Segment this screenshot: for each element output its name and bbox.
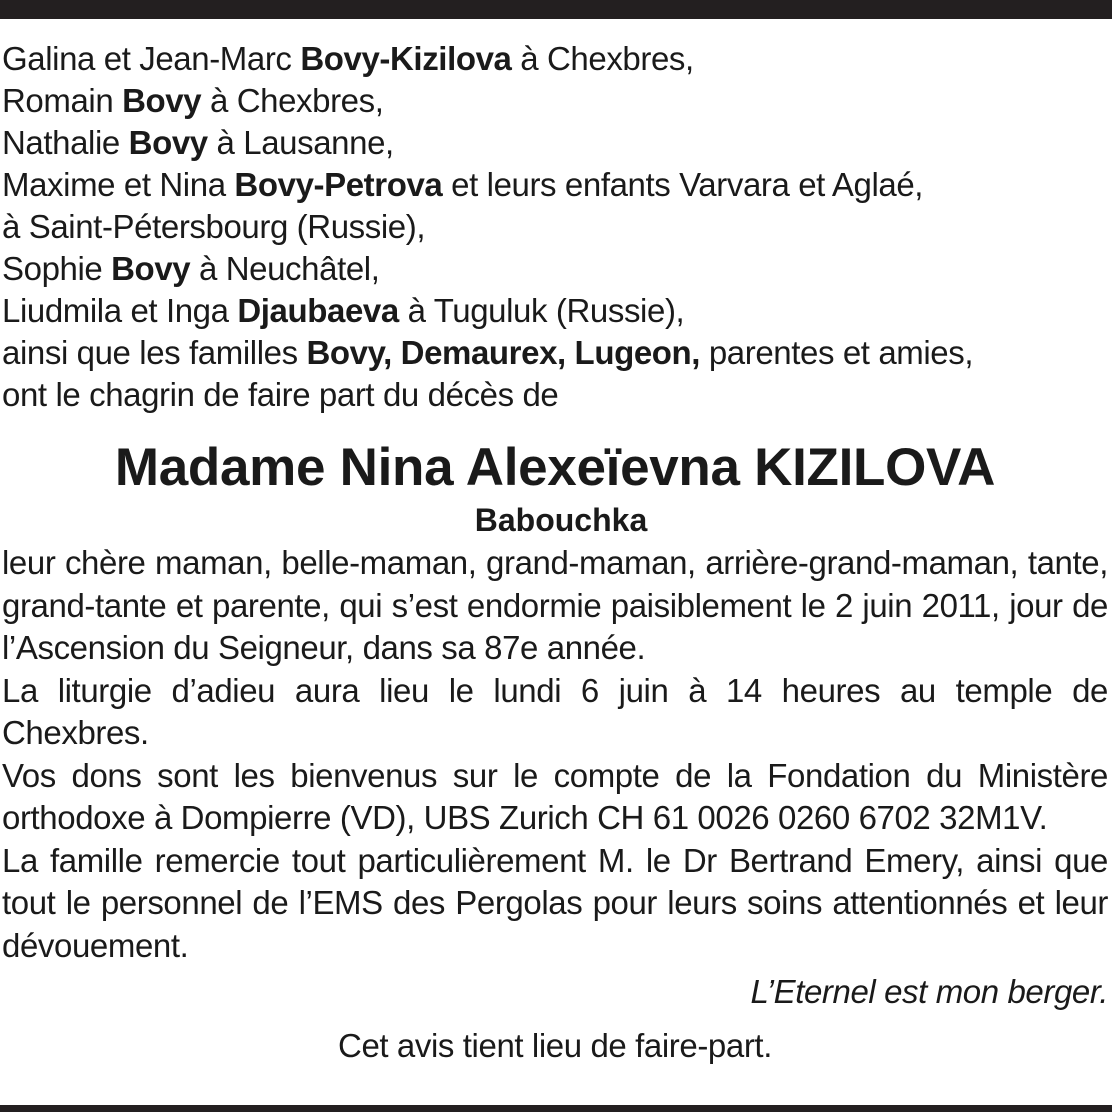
family-surname: Bovy: [111, 250, 191, 287]
family-list: [2, 38, 1108, 416]
family-surname: Bovy: [122, 82, 202, 119]
family-line: Galina et Jean-Marc Bovy-Kizilova à Chexbres,: [2, 40, 694, 77]
body-paragraph: La famille remercie tout particulièrement M. le Dr Bertrand Emery, ainsi que tout le personnel de l’EMS des Pergolas pour leurs soins attentionnés et leur dévouement.: [2, 841, 1108, 964]
family-line: Sophie Bovy à Neuchâtel,: [2, 250, 380, 287]
closing-note: Cet avis tient lieu de faire-part.: [338, 1027, 772, 1064]
family-surname: Bovy-Petrova: [234, 166, 443, 203]
family-surname: Bovy, Demaurex, Lugeon,: [306, 334, 701, 371]
family-surname: Bovy-Kizilova: [300, 40, 512, 77]
body-paragraph: Vos dons sont les bienvenus sur le compte de la Fondation du Ministère orthodoxe à Dompierre (VD), UBS Zurich CH 61 0026 0260 6702 32M1V.: [2, 756, 1108, 836]
top-border-rule: [0, 0, 1112, 19]
family-line: ont le chagrin de faire part du décès de: [2, 376, 559, 413]
family-surname: Bovy: [128, 124, 208, 161]
family-line: ainsi que les familles Bovy, Demaurex, Lugeon, parentes et amies,: [2, 334, 974, 371]
family-line: Liudmila et Inga Djaubaeva à Tuguluk (Russie),: [2, 292, 685, 329]
body-paragraph: leur chère maman, belle-maman, grand-maman, arrière-grand-maman, tante, grand-tante et parente, qui s’est endormie paisiblement le 2 juin 2011, jour de l’Ascension du Seigneur, dans sa 87e année.: [2, 544, 1108, 666]
body-paragraph: La liturgie d’adieu aura lieu le lundi 6 juin à 14 heures au temple de Chexbres.: [2, 671, 1108, 751]
deceased-nickname: Babouchka: [474, 502, 648, 538]
obituary-notice: [2, 38, 1108, 1068]
bottom-border-rule: [0, 1105, 1112, 1112]
scripture-verse: L’Eternel est mon berger.: [750, 973, 1108, 1010]
family-line: Maxime et Nina Bovy-Petrova et leurs enfants Varvara et Aglaé,: [2, 166, 924, 203]
deceased-name: Madame Nina Alexeïevna KIZILOVA: [114, 438, 996, 497]
family-line: à Saint-Pétersbourg (Russie),: [2, 208, 426, 245]
family-surname: Djaubaeva: [237, 292, 399, 329]
family-line: Romain Bovy à Chexbres,: [2, 82, 384, 119]
family-line: Nathalie Bovy à Lausanne,: [2, 124, 394, 161]
